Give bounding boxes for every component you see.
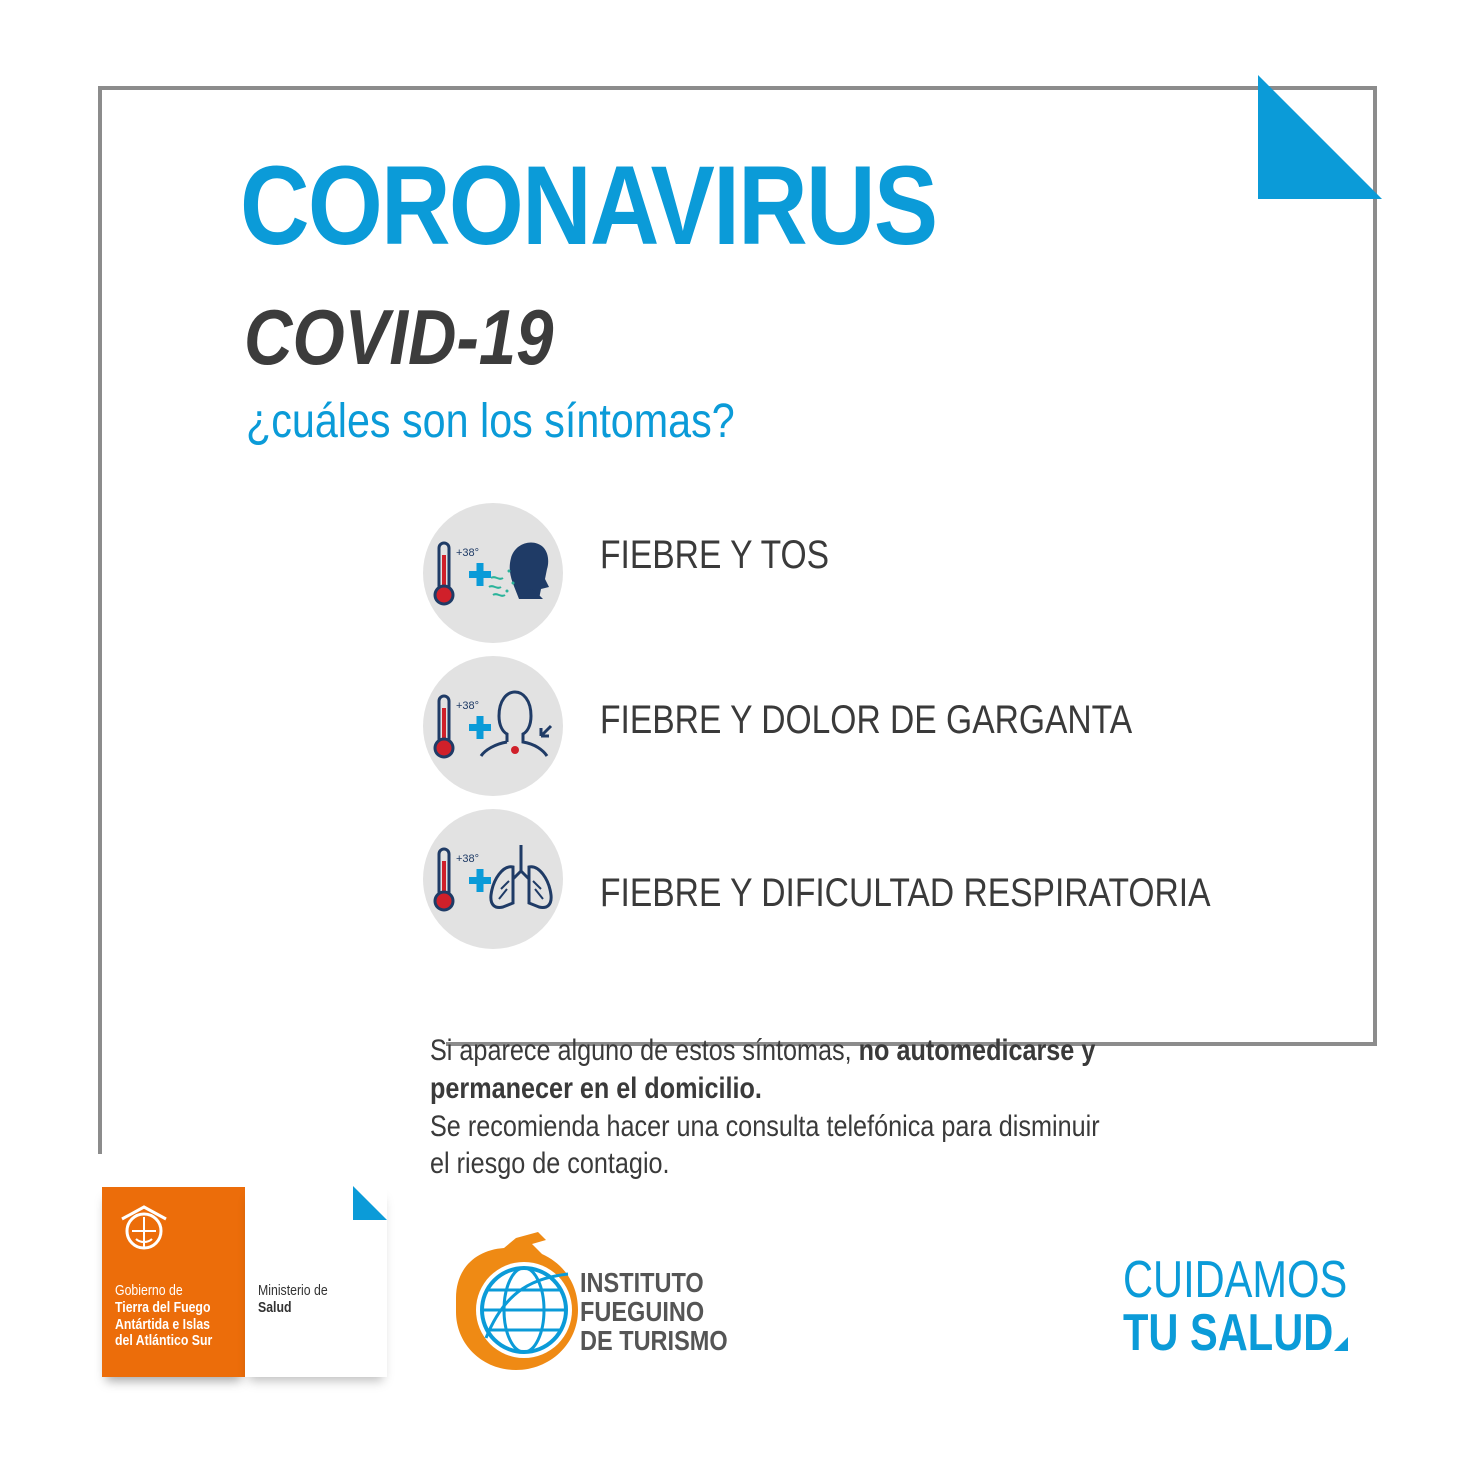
institute-globe-icon [446, 1228, 586, 1376]
government-line-2: Tierra del Fuego [115, 1298, 211, 1316]
slogan [1123, 1251, 1348, 1363]
government-line-3: Antártida e Islas [115, 1315, 211, 1333]
advice-bold-text: no automedicarse y permanecer en el domicilio. [430, 1034, 1096, 1105]
institute-line-3: DE TURISMO [580, 1325, 728, 1357]
government-logo [102, 1187, 245, 1377]
temperature-label: +38° [456, 700, 480, 712]
corner-triangle-icon [1258, 75, 1382, 199]
slogan-line-2: TU SALUD [1123, 1304, 1334, 1363]
institute-name [580, 1268, 728, 1355]
advice-paragraph-1 [430, 1032, 1186, 1108]
advice-paragraph-2: Se recomienda hacer una consulta telefónica para disminuir el riesgo de contagio. [430, 1109, 1100, 1181]
ministry-name [258, 1283, 328, 1317]
institute-line-1: INSTITUTO [580, 1267, 704, 1298]
ministry-line-1: Ministerio de [258, 1282, 328, 1299]
symptoms-question: ¿cuáles son los síntomas? [246, 395, 735, 448]
advice-normal-text: Si aparece alguno de estos síntomas, [430, 1034, 859, 1067]
symptom-label-fever-sore-throat: FIEBRE Y DOLOR DE GARGANTA [600, 698, 1133, 742]
fever-cough-icon [423, 503, 563, 643]
frame-left-border [98, 86, 102, 1154]
symptom-label-fever-cough: FIEBRE Y TOS [600, 533, 830, 577]
ministry-triangle-icon [353, 1186, 387, 1220]
frame-right-border [1373, 86, 1377, 1046]
slogan-triangle-icon [1334, 1337, 1348, 1351]
symptom-label-fever-breathing: FIEBRE Y DIFICULTAD RESPIRATORIA [600, 871, 1211, 915]
temperature-label: +38° [456, 853, 480, 865]
coat-of-arms-icon [114, 1197, 174, 1257]
page-title: CORONAVIRUS [240, 143, 937, 268]
government-name [115, 1283, 212, 1350]
temperature-label: +38° [456, 547, 480, 559]
advice-text [430, 1032, 1186, 1183]
page-subtitle: COVID-19 [244, 293, 554, 381]
government-line-4: del Atlántico Sur [115, 1332, 213, 1350]
frame-top-border [98, 86, 1377, 90]
fever-sore-throat-icon [423, 656, 563, 796]
slogan-line-1: CUIDAMOS [1123, 1251, 1348, 1309]
government-line-1: Gobierno de [115, 1282, 183, 1299]
fever-breathing-difficulty-icon [423, 809, 563, 949]
institute-line-2: FUEGUINO [580, 1296, 705, 1328]
ministry-line-2: Salud [258, 1298, 292, 1316]
